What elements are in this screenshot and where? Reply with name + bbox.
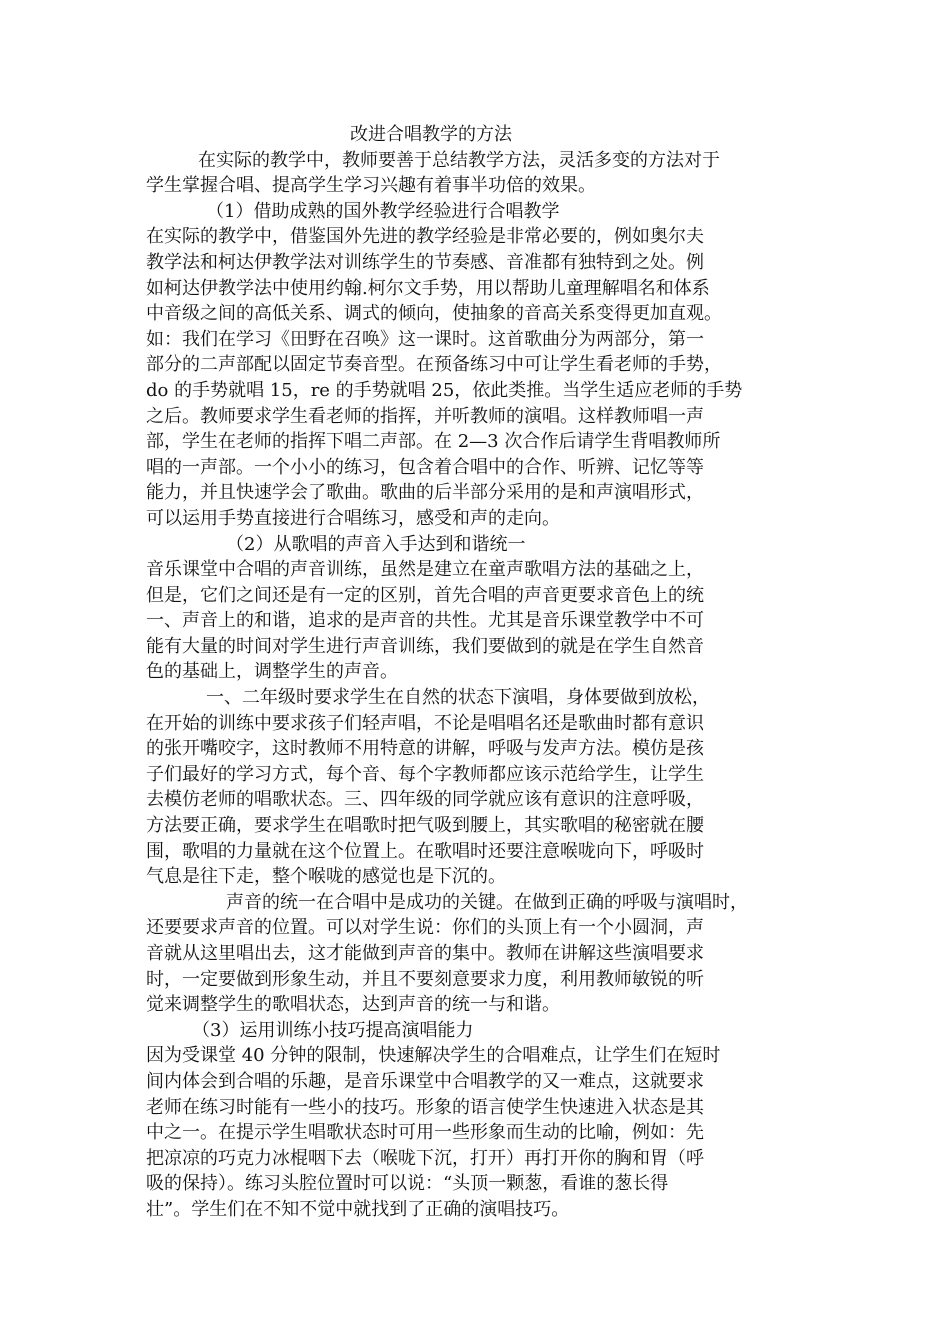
body-line: 部分的二声部配以固定节奏音型。在预备练习中可让学生看老师的手势， — [146, 354, 722, 376]
body-line: 因为受课堂 40 分钟的限制，快速解决学生的合唱难点，让学生们在短时 — [146, 1045, 721, 1067]
body-line: 的张开嘴咬字，这时教师不用特意的讲解，呼吸与发声方法。模仿是孩 — [146, 738, 704, 760]
body-line: 之后。教师要求学生看老师的指挥，并听教师的演唱。这样教师唱一声 — [146, 405, 704, 427]
body-line: 唱的一声部。一个小小的练习，包含着合唱中的合作、听辨、记忆等等 — [146, 456, 704, 478]
body-line: 色的基础上，调整学生的声音。 — [146, 661, 398, 683]
body-line: 间内体会到合唱的乐趣，是音乐课堂中合唱教学的又一难点，这就要求 — [146, 1070, 704, 1092]
body-line: 时，一定要做到形象生动，并且不要刻意要求力度，利用教师敏锐的听 — [146, 968, 704, 990]
body-line: 还要要求声音的位置。可以对学生说：你们的头顶上有一个小圆洞，声 — [146, 917, 704, 939]
body-line: 声音的统一在合唱中是成功的关键。在做到正确的呼吸与演唱时， — [226, 891, 748, 913]
body-line: 能力，并且快速学会了歌曲。歌曲的后半部分采用的是和声演唱形式， — [146, 482, 704, 504]
body-line: 子们最好的学习方式，每个音、每个字教师都应该示范给学生，让学生 — [146, 763, 704, 785]
body-line: 在实际的教学中，借鉴国外先进的教学经验是非常必要的，例如奥尔夫 — [146, 226, 704, 248]
body-line: 在开始的训练中要求孩子们轻声唱，不论是唱唱名还是歌曲时都有意识 — [146, 712, 704, 734]
section-heading-2: （2）从歌唱的声音入手达到和谐统一 — [226, 533, 526, 555]
document-body — [146, 122, 812, 1223]
body-line: 觉来调整学生的歌唱状态，达到声音的统一与和谐。 — [146, 994, 560, 1016]
body-line: 气息是往下走，整个喉咙的感觉也是下沉的。 — [146, 866, 506, 888]
body-line: 一、二年级时要求学生在自然的状态下演唱，身体要做到放松， — [206, 687, 710, 709]
body-line: 把凉凉的巧克力冰棍咽下去（喉咙下沉，打开）再打开你的胸和胃（呼 — [146, 1147, 704, 1169]
body-line: 中之一。在提示学生唱歌状态时可用一些形象而生动的比喻，例如：先 — [146, 1122, 704, 1144]
body-line: 教学法和柯达伊教学法对训练学生的节奏感、音准都有独特到之处。例 — [146, 251, 704, 273]
body-line: 壮”。学生们在不知不觉中就找到了正确的演唱技巧。 — [146, 1198, 570, 1220]
body-line: 吸的保持）。练习头腔位置时可以说：“头顶一颗葱，看谁的葱长得 — [146, 1173, 669, 1195]
body-line: 音就从这里唱出去，这才能做到声音的集中。教师在讲解这些演唱要求 — [146, 943, 704, 964]
section-heading-1: （1）借助成熟的国外教学经验进行合唱教学 — [206, 200, 560, 222]
body-line: 方法要正确，要求学生在唱歌时把气吸到腰上，其实歌唱的秘密就在腰 — [146, 815, 704, 837]
body-line: 在实际的教学中，教师要善于总结教学方法，灵活多变的方法对于 — [198, 149, 720, 171]
section-heading-3: （3）运用训练小技巧提高演唱能力 — [192, 1019, 474, 1041]
body-line: 音乐课堂中合唱的声音训练，虽然是建立在童声歌唱方法的基础之上， — [146, 559, 704, 581]
body-line: 如：我们在学习《田野在召唤》这一课时。这首歌曲分为两部分，第一 — [146, 328, 704, 350]
body-line: 能有大量的时间对学生进行声音训练，我们要做到的就是在学生自然音 — [146, 635, 704, 657]
body-line: 围，歌唱的力量就在这个位置上。在歌唱时还要注意喉咙向下，呼吸时 — [146, 840, 704, 862]
body-line: 学生掌握合唱、提高学生学习兴趣有着事半功倍的效果。 — [146, 175, 596, 197]
body-line: 一、声音上的和谐，追求的是声音的共性。尤其是音乐课堂教学中不可 — [146, 610, 704, 632]
document-title: 改进合唱教学的方法 — [350, 124, 512, 145]
body-line: 中音级之间的高低关系、调式的倾向，使抽象的音高关系变得更加直观。 — [146, 303, 722, 325]
body-line: 可以运用手势直接进行合唱练习，感受和声的走向。 — [146, 507, 560, 529]
body-line: 如柯达伊教学法中使用约翰.柯尔文手势，用以帮助儿童理解唱名和体系 — [146, 277, 710, 299]
body-line: 老师在练习时能有一些小的技巧。形象的语言使学生快速进入状态是其 — [146, 1096, 704, 1118]
body-line: 去模仿老师的唱歌状态。三、四年级的同学就应该有意识的注意呼吸， — [146, 789, 704, 811]
body-line: do 的手势就唱 15，re 的手势就唱 25，依此类推。当学生适应老师的手势 — [146, 379, 743, 401]
body-line: 但是，它们之间还是有一定的区别，首先合唱的声音更要求音色上的统 — [146, 584, 704, 606]
body-line: 部，学生在老师的指挥下唱二声部。在 2—3 次合作后请学生背唱教师所 — [146, 431, 721, 453]
